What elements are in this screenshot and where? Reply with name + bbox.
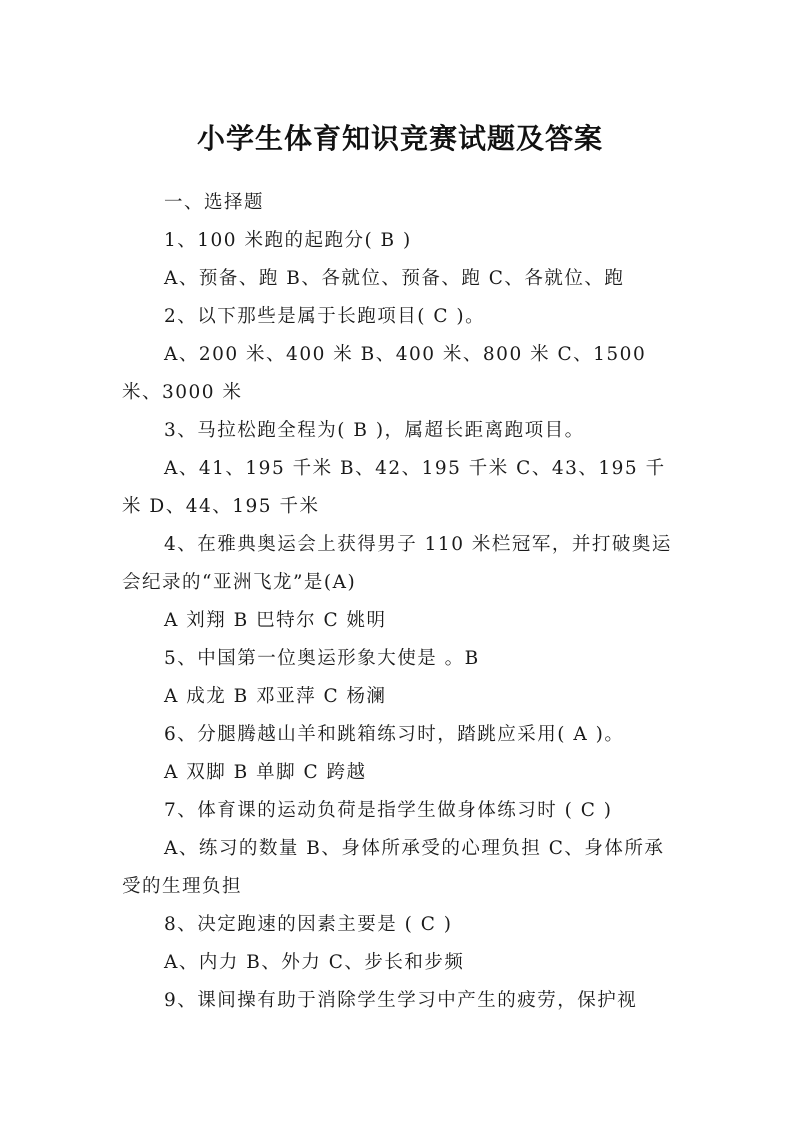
options-7: A、练习的数量 B、身体所承受的心理负担 C、身体所承受的生理负担 — [122, 838, 665, 897]
question-6: 6、分腿腾越山羊和跳箱练习时，踏跳应采用( A )。 — [164, 724, 625, 745]
options-3: A、41、195 千米 B、42、195 千米 C、43、195 千米 D、44、195 千米 — [122, 458, 666, 517]
options-4: A 刘翔 B 巴特尔 C 姚明 — [164, 610, 387, 631]
question-1: 1、100 米跑的起跑分( B ) — [164, 230, 412, 251]
question-7: 7、体育课的运动负荷是指学生做身体练习时 ( C ) — [164, 800, 613, 821]
options-6: A 双脚 B 单脚 C 跨越 — [164, 762, 367, 783]
question-8: 8、决定跑速的因素主要是 ( C ) — [164, 914, 453, 935]
question-2: 2、以下那些是属于长跑项目( C )。 — [164, 306, 486, 327]
options-8: A、内力 B、外力 C、步长和步频 — [164, 952, 465, 973]
question-4: 4、在雅典奥运会上获得男子 110 米栏冠军，并打破奥运会纪录的“亚洲飞龙”是(A) — [122, 534, 672, 593]
question-3: 3、马拉松跑全程为( B )，属超长距离跑项目。 — [164, 420, 585, 441]
options-5: A 成龙 B 邓亚萍 C 杨澜 — [164, 686, 387, 707]
question-5: 5、中国第一位奥运形象大使是 。B — [164, 648, 480, 669]
section-heading: 一、选择题 — [164, 192, 265, 213]
document-body — [122, 184, 682, 1020]
question-9: 9、课间操有助于消除学生学习中产生的疲劳，保护视 — [164, 990, 638, 1011]
options-1: A、预备、跑 B、各就位、预备、跑 C、各就位、跑 — [164, 268, 625, 289]
options-2: A、200 米、400 米 B、400 米、800 米 C、1500 米、3000 米 — [122, 344, 647, 403]
document-title: 小学生体育知识竞赛试题及答案 — [196, 121, 603, 155]
